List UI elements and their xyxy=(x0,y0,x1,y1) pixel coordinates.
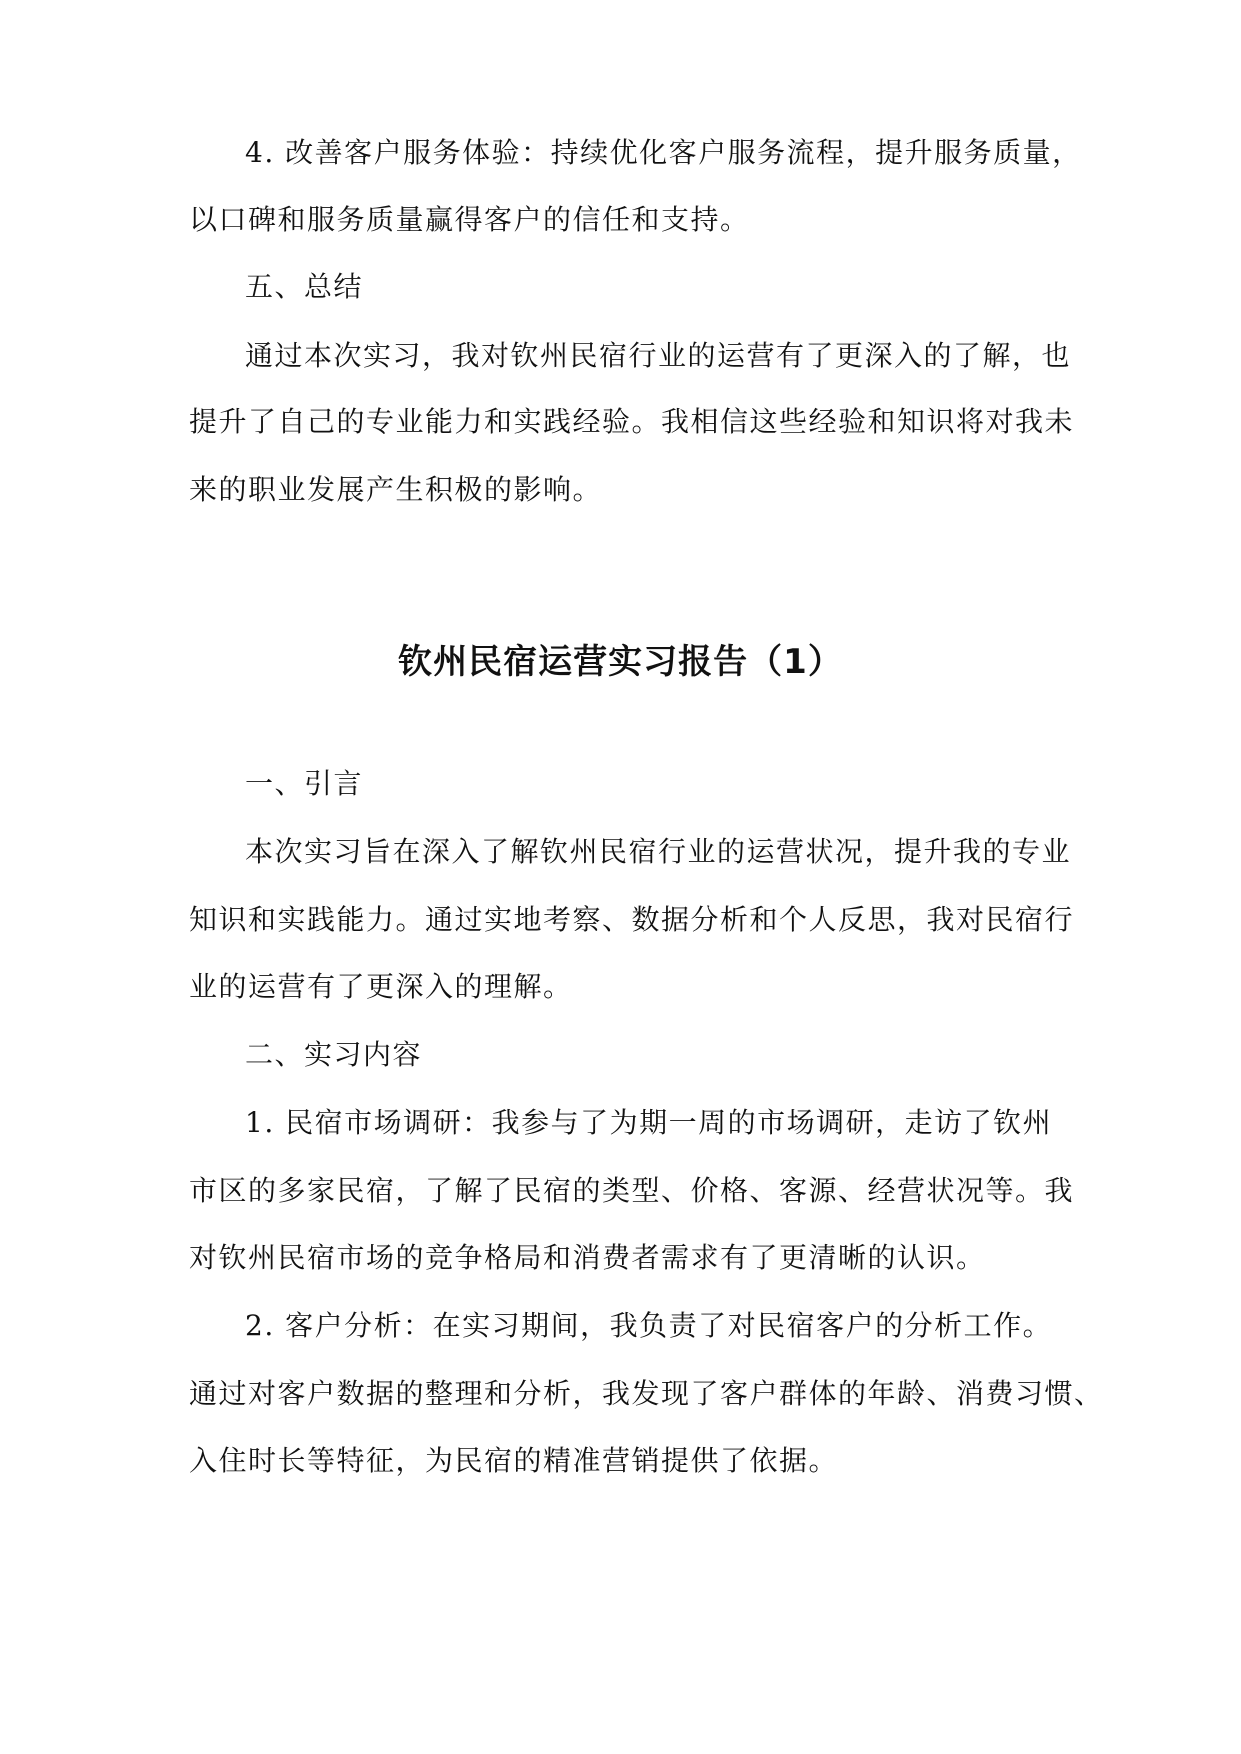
list-item-1-line-1: 1. 民宿市场调研：我参与了为期一周的市场调研，走访了钦州 xyxy=(245,1106,1053,1139)
summary-paragraph-line-1: 通过本次实习，我对钦州民宿行业的运营有了更深入的了解，也 xyxy=(245,339,1072,372)
section-heading-content: 二、实习内容 xyxy=(245,1038,423,1071)
list-item-2-line-2: 通过对客户数据的整理和分析，我发现了客户群体的年龄、消费习惯、 xyxy=(189,1377,1104,1410)
list-item-2-line-1: 2. 客户分析：在实习期间，我负责了对民宿客户的分析工作。 xyxy=(245,1309,1053,1342)
section-heading-summary: 五、总结 xyxy=(245,270,364,303)
list-item-4-line-1: 4. 改善客户服务体验：持续优化客户服务流程，提升服务质量， xyxy=(245,136,1082,169)
list-item-2-line-3: 入住时长等特征，为民宿的精准营销提供了依据。 xyxy=(189,1444,839,1477)
intro-paragraph-line-1: 本次实习旨在深入了解钦州民宿行业的运营状况，提升我的专业 xyxy=(245,835,1072,868)
summary-paragraph-line-2: 提升了自己的专业能力和实践经验。我相信这些经验和知识将对我未 xyxy=(189,405,1075,438)
list-item-1-line-3: 对钦州民宿市场的竞争格局和消费者需求有了更清晰的认识。 xyxy=(189,1241,986,1274)
list-item-1-line-2: 市区的多家民宿，了解了民宿的类型、价格、客源、经营状况等。我 xyxy=(189,1174,1075,1207)
intro-paragraph-line-3: 业的运营有了更深入的理解。 xyxy=(189,970,573,1003)
summary-paragraph-line-3: 来的职业发展产生积极的影响。 xyxy=(189,473,603,506)
list-item-4-line-2: 以口碑和服务质量赢得客户的信任和支持。 xyxy=(189,203,750,236)
section-heading-introduction: 一、引言 xyxy=(245,767,364,800)
intro-paragraph-line-2: 知识和实践能力。通过实地考察、数据分析和个人反思，我对民宿行 xyxy=(189,903,1075,936)
report-title: 钦州民宿运营实习报告（1） xyxy=(398,642,843,682)
